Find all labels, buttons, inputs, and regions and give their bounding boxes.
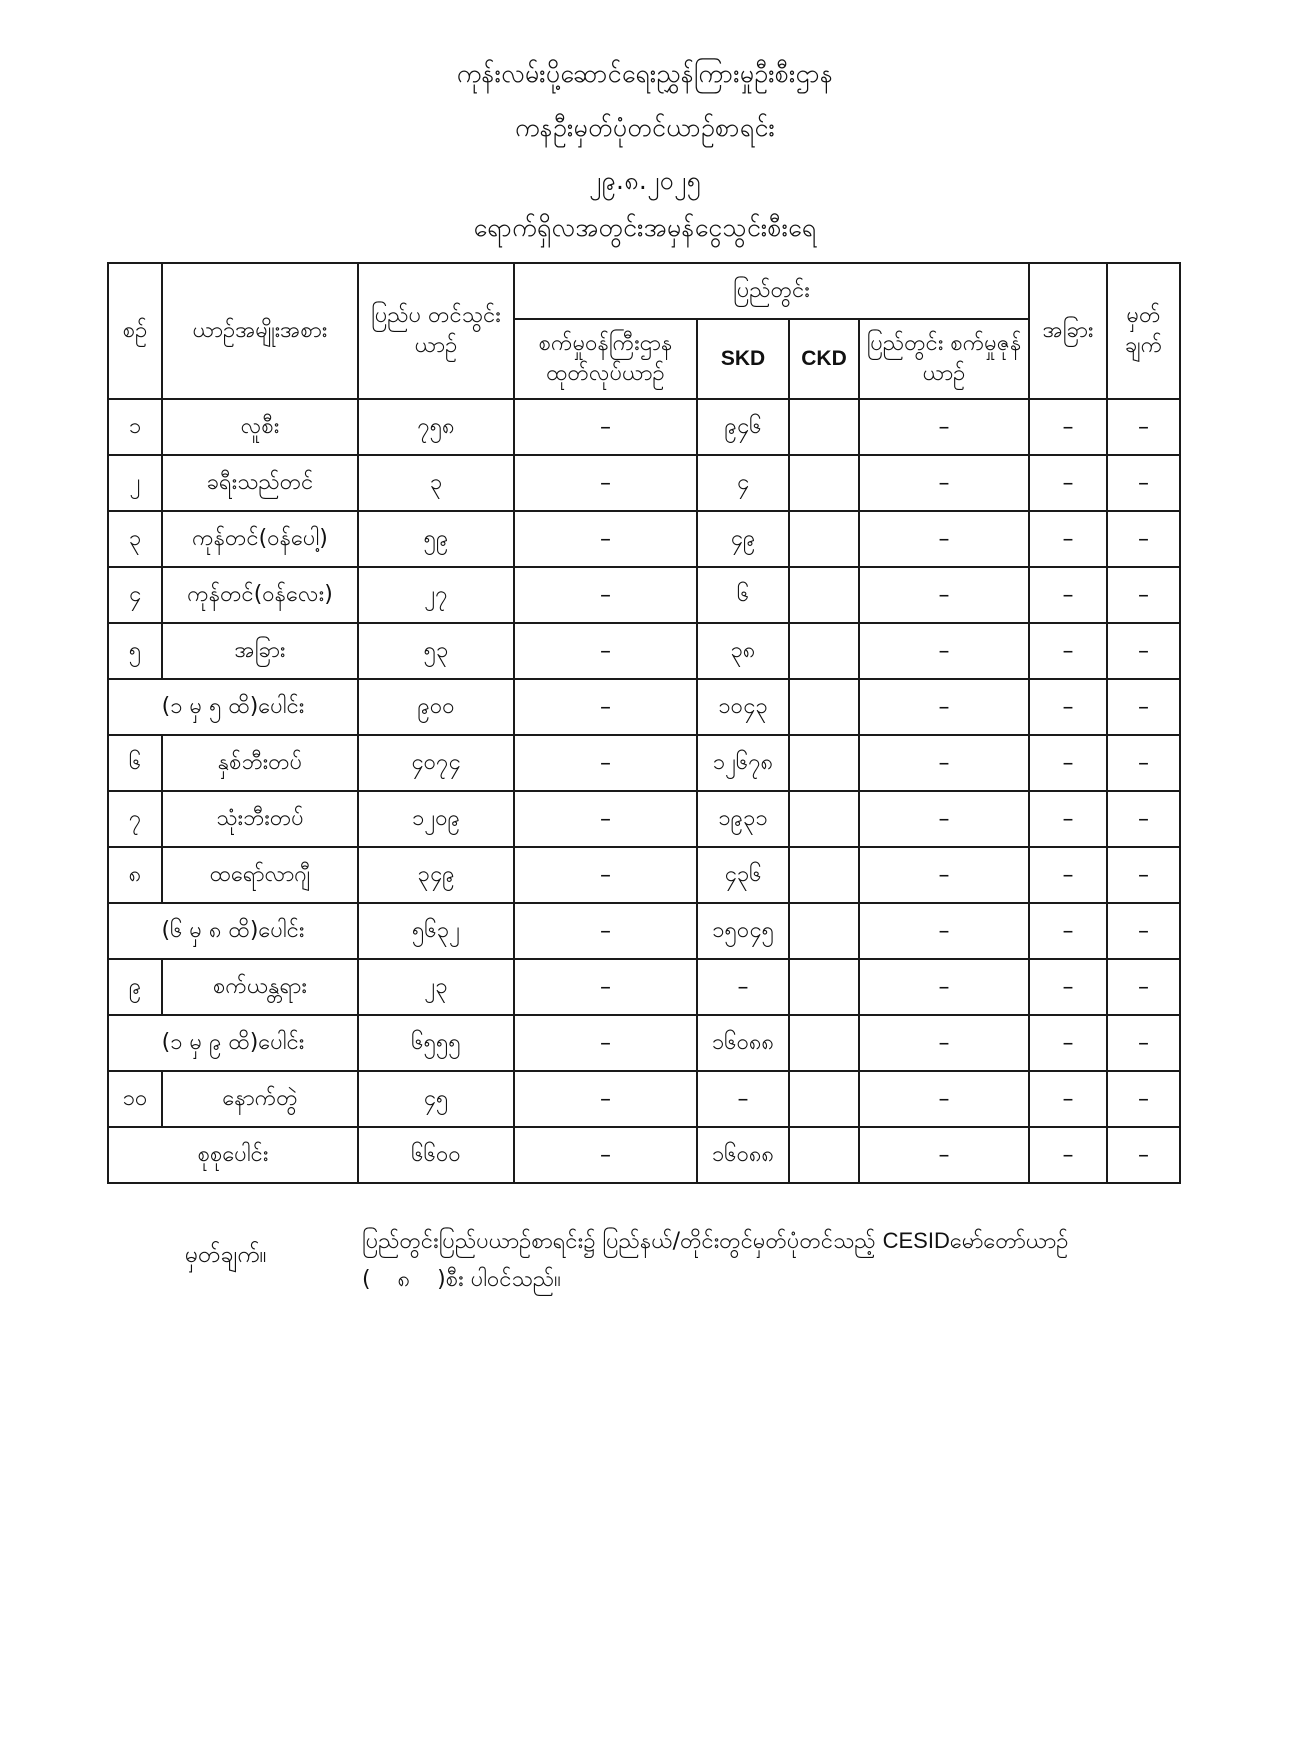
cell-local-assembled: – xyxy=(859,679,1029,735)
cell-local-assembled: – xyxy=(859,847,1029,903)
cell-skd: ၁၉၃၁ xyxy=(697,791,789,847)
cell-factory: – xyxy=(514,847,697,903)
table-row-subtotal xyxy=(108,679,1180,735)
table-row xyxy=(108,623,1180,679)
cell-local-assembled: – xyxy=(859,903,1029,959)
cell-skd: ၄၉ xyxy=(697,511,789,567)
cell-ckd xyxy=(789,903,859,959)
table-row xyxy=(108,959,1180,1015)
cell-subtotal-label: (၁ မှ ၉ ထိ)ပေါင်း xyxy=(108,1015,358,1071)
cell-no: ၁၀ xyxy=(108,1071,162,1127)
cell-factory: – xyxy=(514,903,697,959)
cell-imported: ၃၄၉ xyxy=(358,847,514,903)
cell-remark: – xyxy=(1107,567,1180,623)
cell-other: – xyxy=(1029,959,1107,1015)
cell-other: – xyxy=(1029,399,1107,455)
note-text-latin: CESID xyxy=(882,1228,950,1253)
cell-remark: – xyxy=(1107,959,1180,1015)
cell-subtotal-label: (၆ မှ ၈ ထိ)ပေါင်း xyxy=(108,903,358,959)
table-row-subtotal xyxy=(108,903,1180,959)
cell-ckd xyxy=(789,623,859,679)
cell-ckd xyxy=(789,399,859,455)
cell-factory: – xyxy=(514,1127,697,1183)
cell-no: ၂ xyxy=(108,455,162,511)
cell-local-assembled: – xyxy=(859,399,1029,455)
cell-factory: – xyxy=(514,399,697,455)
table-row xyxy=(108,847,1180,903)
cell-no: ၅ xyxy=(108,623,162,679)
cell-subtotal-label: (၁ မှ ၅ ထိ)ပေါင်း xyxy=(108,679,358,735)
note-count-open: ( xyxy=(362,1267,371,1292)
cell-vehicle-type: ခရီးသည်တင် xyxy=(162,455,358,511)
cell-remark: – xyxy=(1107,1071,1180,1127)
note-count: ၈ xyxy=(397,1267,411,1292)
header-remark: မှတ် ချက် xyxy=(1107,263,1180,399)
cell-other: – xyxy=(1029,1015,1107,1071)
cell-remark: – xyxy=(1107,1015,1180,1071)
header-org: ကုန်းလမ်းပို့ဆောင်ရေးညွှန်ကြားမှုဦးစီးဌာန xyxy=(456,59,834,88)
cell-ckd xyxy=(789,679,859,735)
note-text xyxy=(362,1222,1172,1299)
cell-other: – xyxy=(1029,847,1107,903)
note-text-part1: ပြည်တွင်းပြည်ပယာဉ်စာရင်း၌ ပြည်နယ်/တိုင်းတွင်မှတ်ပုံတင်သည့် xyxy=(362,1229,876,1254)
cell-no: ၄ xyxy=(108,567,162,623)
cell-other: – xyxy=(1029,455,1107,511)
cell-vehicle-type: နောက်တွဲ xyxy=(162,1071,358,1127)
cell-imported: ၃ xyxy=(358,455,514,511)
table-row-total xyxy=(108,1127,1180,1183)
cell-factory: – xyxy=(514,791,697,847)
cell-other: – xyxy=(1029,623,1107,679)
cell-remark: – xyxy=(1107,455,1180,511)
cell-other: – xyxy=(1029,1071,1107,1127)
table-row xyxy=(108,735,1180,791)
table-body xyxy=(108,399,1180,1183)
header-vehicle-type: ယာဉ်အမျိုးအစား xyxy=(162,263,358,399)
cell-vehicle-type: လူစီး xyxy=(162,399,358,455)
cell-factory: – xyxy=(514,623,697,679)
table-row xyxy=(108,511,1180,567)
cell-ckd xyxy=(789,1015,859,1071)
table-row xyxy=(108,455,1180,511)
cell-vehicle-type: စက်ယန္တရား xyxy=(162,959,358,1015)
cell-ckd xyxy=(789,511,859,567)
cell-other: – xyxy=(1029,567,1107,623)
cell-factory: – xyxy=(514,511,697,567)
cell-no: ၆ xyxy=(108,735,162,791)
cell-ckd xyxy=(789,735,859,791)
header-imported: ပြည်ပ တင်သွင်းယာဉ် xyxy=(358,263,514,399)
cell-no: ၃ xyxy=(108,511,162,567)
header-skd: SKD xyxy=(697,319,789,399)
cell-skd: ၄၃၆ xyxy=(697,847,789,903)
cell-factory: – xyxy=(514,567,697,623)
header-no: စဉ် xyxy=(108,263,162,399)
cell-local-assembled: – xyxy=(859,623,1029,679)
note-count-close: )စီး ပါဝင်သည်။ xyxy=(437,1267,561,1292)
cell-other: – xyxy=(1029,903,1107,959)
cell-ckd xyxy=(789,1127,859,1183)
cell-imported: ၂၃ xyxy=(358,959,514,1015)
header-title: ကနဦးမှတ်ပုံတင်ယာဉ်စာရင်း xyxy=(515,113,775,142)
cell-local-assembled: – xyxy=(859,1071,1029,1127)
cell-no: ၇ xyxy=(108,791,162,847)
cell-skd: ၁၆၀၈၈ xyxy=(697,1127,789,1183)
cell-vehicle-type: နှစ်ဘီးတပ် xyxy=(162,735,358,791)
cell-imported: ၄၅ xyxy=(358,1071,514,1127)
cell-imported: ၅၉ xyxy=(358,511,514,567)
cell-imported: ၄၀၇၄ xyxy=(358,735,514,791)
cell-local-assembled: – xyxy=(859,959,1029,1015)
cell-no: ၉ xyxy=(108,959,162,1015)
cell-skd: ၉၄၆ xyxy=(697,399,789,455)
cell-skd: ၁၅၀၄၅ xyxy=(697,903,789,959)
cell-skd: ၆ xyxy=(697,567,789,623)
cell-ckd xyxy=(789,567,859,623)
table-row-subtotal xyxy=(108,1015,1180,1071)
header-other: အခြား xyxy=(1029,263,1107,399)
header-local-assembled: ပြည်တွင်း စက်မှုဇုန်ယာဉ် xyxy=(859,319,1029,399)
cell-imported: ၆၅၅၅ xyxy=(358,1015,514,1071)
cell-imported: ၅၆၃၂ xyxy=(358,903,514,959)
cell-other: – xyxy=(1029,791,1107,847)
cell-ckd xyxy=(789,791,859,847)
cell-local-assembled: – xyxy=(859,511,1029,567)
cell-ckd xyxy=(789,959,859,1015)
cell-factory: – xyxy=(514,735,697,791)
cell-remark: – xyxy=(1107,679,1180,735)
cell-remark: – xyxy=(1107,735,1180,791)
cell-local-assembled: – xyxy=(859,791,1029,847)
cell-factory: – xyxy=(514,679,697,735)
cell-skd: ၁၆၀၈၈ xyxy=(697,1015,789,1071)
cell-ckd xyxy=(789,455,859,511)
cell-skd: – xyxy=(697,1071,789,1127)
cell-local-assembled: – xyxy=(859,1015,1029,1071)
cell-skd: ၁၂၆၇၈ xyxy=(697,735,789,791)
cell-vehicle-type: သုံးဘီးတပ် xyxy=(162,791,358,847)
table-row xyxy=(108,567,1180,623)
cell-local-assembled: – xyxy=(859,735,1029,791)
cell-remark: – xyxy=(1107,511,1180,567)
note-label: မှတ်ချက်။ xyxy=(185,1242,267,1268)
table-row xyxy=(108,791,1180,847)
cell-factory: – xyxy=(514,455,697,511)
table-row xyxy=(108,1071,1180,1127)
cell-skd: – xyxy=(697,959,789,1015)
cell-total-label: စုစုပေါင်း xyxy=(108,1127,358,1183)
cell-imported: ၁၂၀၉ xyxy=(358,791,514,847)
cell-remark: – xyxy=(1107,847,1180,903)
note-text-part2: မော်တော်ယာဉ် xyxy=(949,1229,1069,1254)
header-ckd: CKD xyxy=(789,319,859,399)
table-row xyxy=(108,399,1180,455)
cell-remark: – xyxy=(1107,1127,1180,1183)
cell-imported: ၉၀၀ xyxy=(358,679,514,735)
cell-vehicle-type: အခြား xyxy=(162,623,358,679)
cell-vehicle-type: ကုန်တင်(ဝန်ပေါ့) xyxy=(162,511,358,567)
cell-no: ၁ xyxy=(108,399,162,455)
cell-ckd xyxy=(789,847,859,903)
header-factory: စက်မှုဝန်ကြီးဌာန ထုတ်လုပ်ယာဉ် xyxy=(514,319,697,399)
cell-remark: – xyxy=(1107,791,1180,847)
cell-vehicle-type: ကုန်တင်(ဝန်လေး) xyxy=(162,567,358,623)
cell-imported: ၂၇ xyxy=(358,567,514,623)
cell-remark: – xyxy=(1107,623,1180,679)
cell-other: – xyxy=(1029,1127,1107,1183)
cell-local-assembled: – xyxy=(859,455,1029,511)
cell-skd: ၃၈ xyxy=(697,623,789,679)
cell-imported: ၇၅၈ xyxy=(358,399,514,455)
header-subtitle: ရောက်ရှိလအတွင်းအမှန်ငွေသွင်းစီးရေ xyxy=(473,213,817,242)
cell-no: ၈ xyxy=(108,847,162,903)
cell-vehicle-type: ထရော်လာဂျီ xyxy=(162,847,358,903)
cell-other: – xyxy=(1029,735,1107,791)
cell-local-assembled: – xyxy=(859,1127,1029,1183)
cell-imported: ၅၃ xyxy=(358,623,514,679)
cell-other: – xyxy=(1029,511,1107,567)
cell-remark: – xyxy=(1107,903,1180,959)
cell-ckd xyxy=(789,1071,859,1127)
vehicle-registration-table xyxy=(107,262,1181,1184)
cell-factory: – xyxy=(514,1015,697,1071)
header-domestic: ပြည်တွင်း xyxy=(514,263,1029,319)
cell-skd: ၁၀၄၃ xyxy=(697,679,789,735)
cell-factory: – xyxy=(514,959,697,1015)
cell-imported: ၆၆၀၀ xyxy=(358,1127,514,1183)
cell-remark: – xyxy=(1107,399,1180,455)
cell-local-assembled: – xyxy=(859,567,1029,623)
cell-factory: – xyxy=(514,1071,697,1127)
cell-skd: ၄ xyxy=(697,455,789,511)
cell-other: – xyxy=(1029,679,1107,735)
header-date: ၂၉.၈.၂၀၂၅ xyxy=(589,166,701,195)
